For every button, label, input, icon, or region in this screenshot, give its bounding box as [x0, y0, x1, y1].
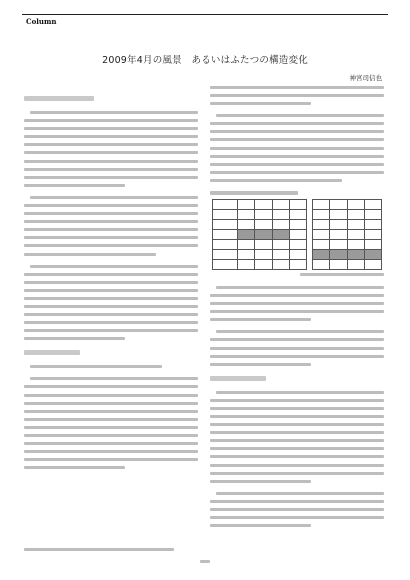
table-row [213, 259, 382, 269]
table-caption [210, 191, 298, 195]
paragraph [24, 377, 198, 469]
paragraph [210, 86, 384, 105]
left-column [24, 86, 198, 478]
publication-footer [24, 548, 174, 551]
table-row [213, 209, 382, 219]
paragraph [24, 365, 198, 368]
section-heading-1 [24, 96, 94, 101]
table-row [213, 219, 382, 229]
header-rule [22, 14, 388, 15]
paragraph [24, 111, 198, 187]
paragraph [24, 196, 198, 256]
paragraph [210, 391, 384, 483]
paragraph [210, 114, 384, 182]
paragraph [24, 265, 198, 341]
article-title: 2009年4月の風景 あるいはふたつの構造変化 [102, 55, 308, 66]
paragraph [210, 286, 384, 321]
paragraph [210, 330, 384, 365]
section-heading-3 [210, 376, 266, 381]
author-name: 神宮司信也 [349, 74, 382, 82]
growth-comparison-table [212, 199, 382, 270]
right-column [210, 86, 384, 536]
section-heading-2 [24, 350, 80, 355]
table-source-note [300, 273, 384, 276]
table-row [213, 239, 382, 249]
column-label: Column [26, 17, 57, 26]
paragraph [210, 492, 384, 527]
table-row [213, 199, 382, 209]
page-number [200, 560, 210, 563]
table-row [213, 229, 382, 239]
table-row [213, 249, 382, 259]
